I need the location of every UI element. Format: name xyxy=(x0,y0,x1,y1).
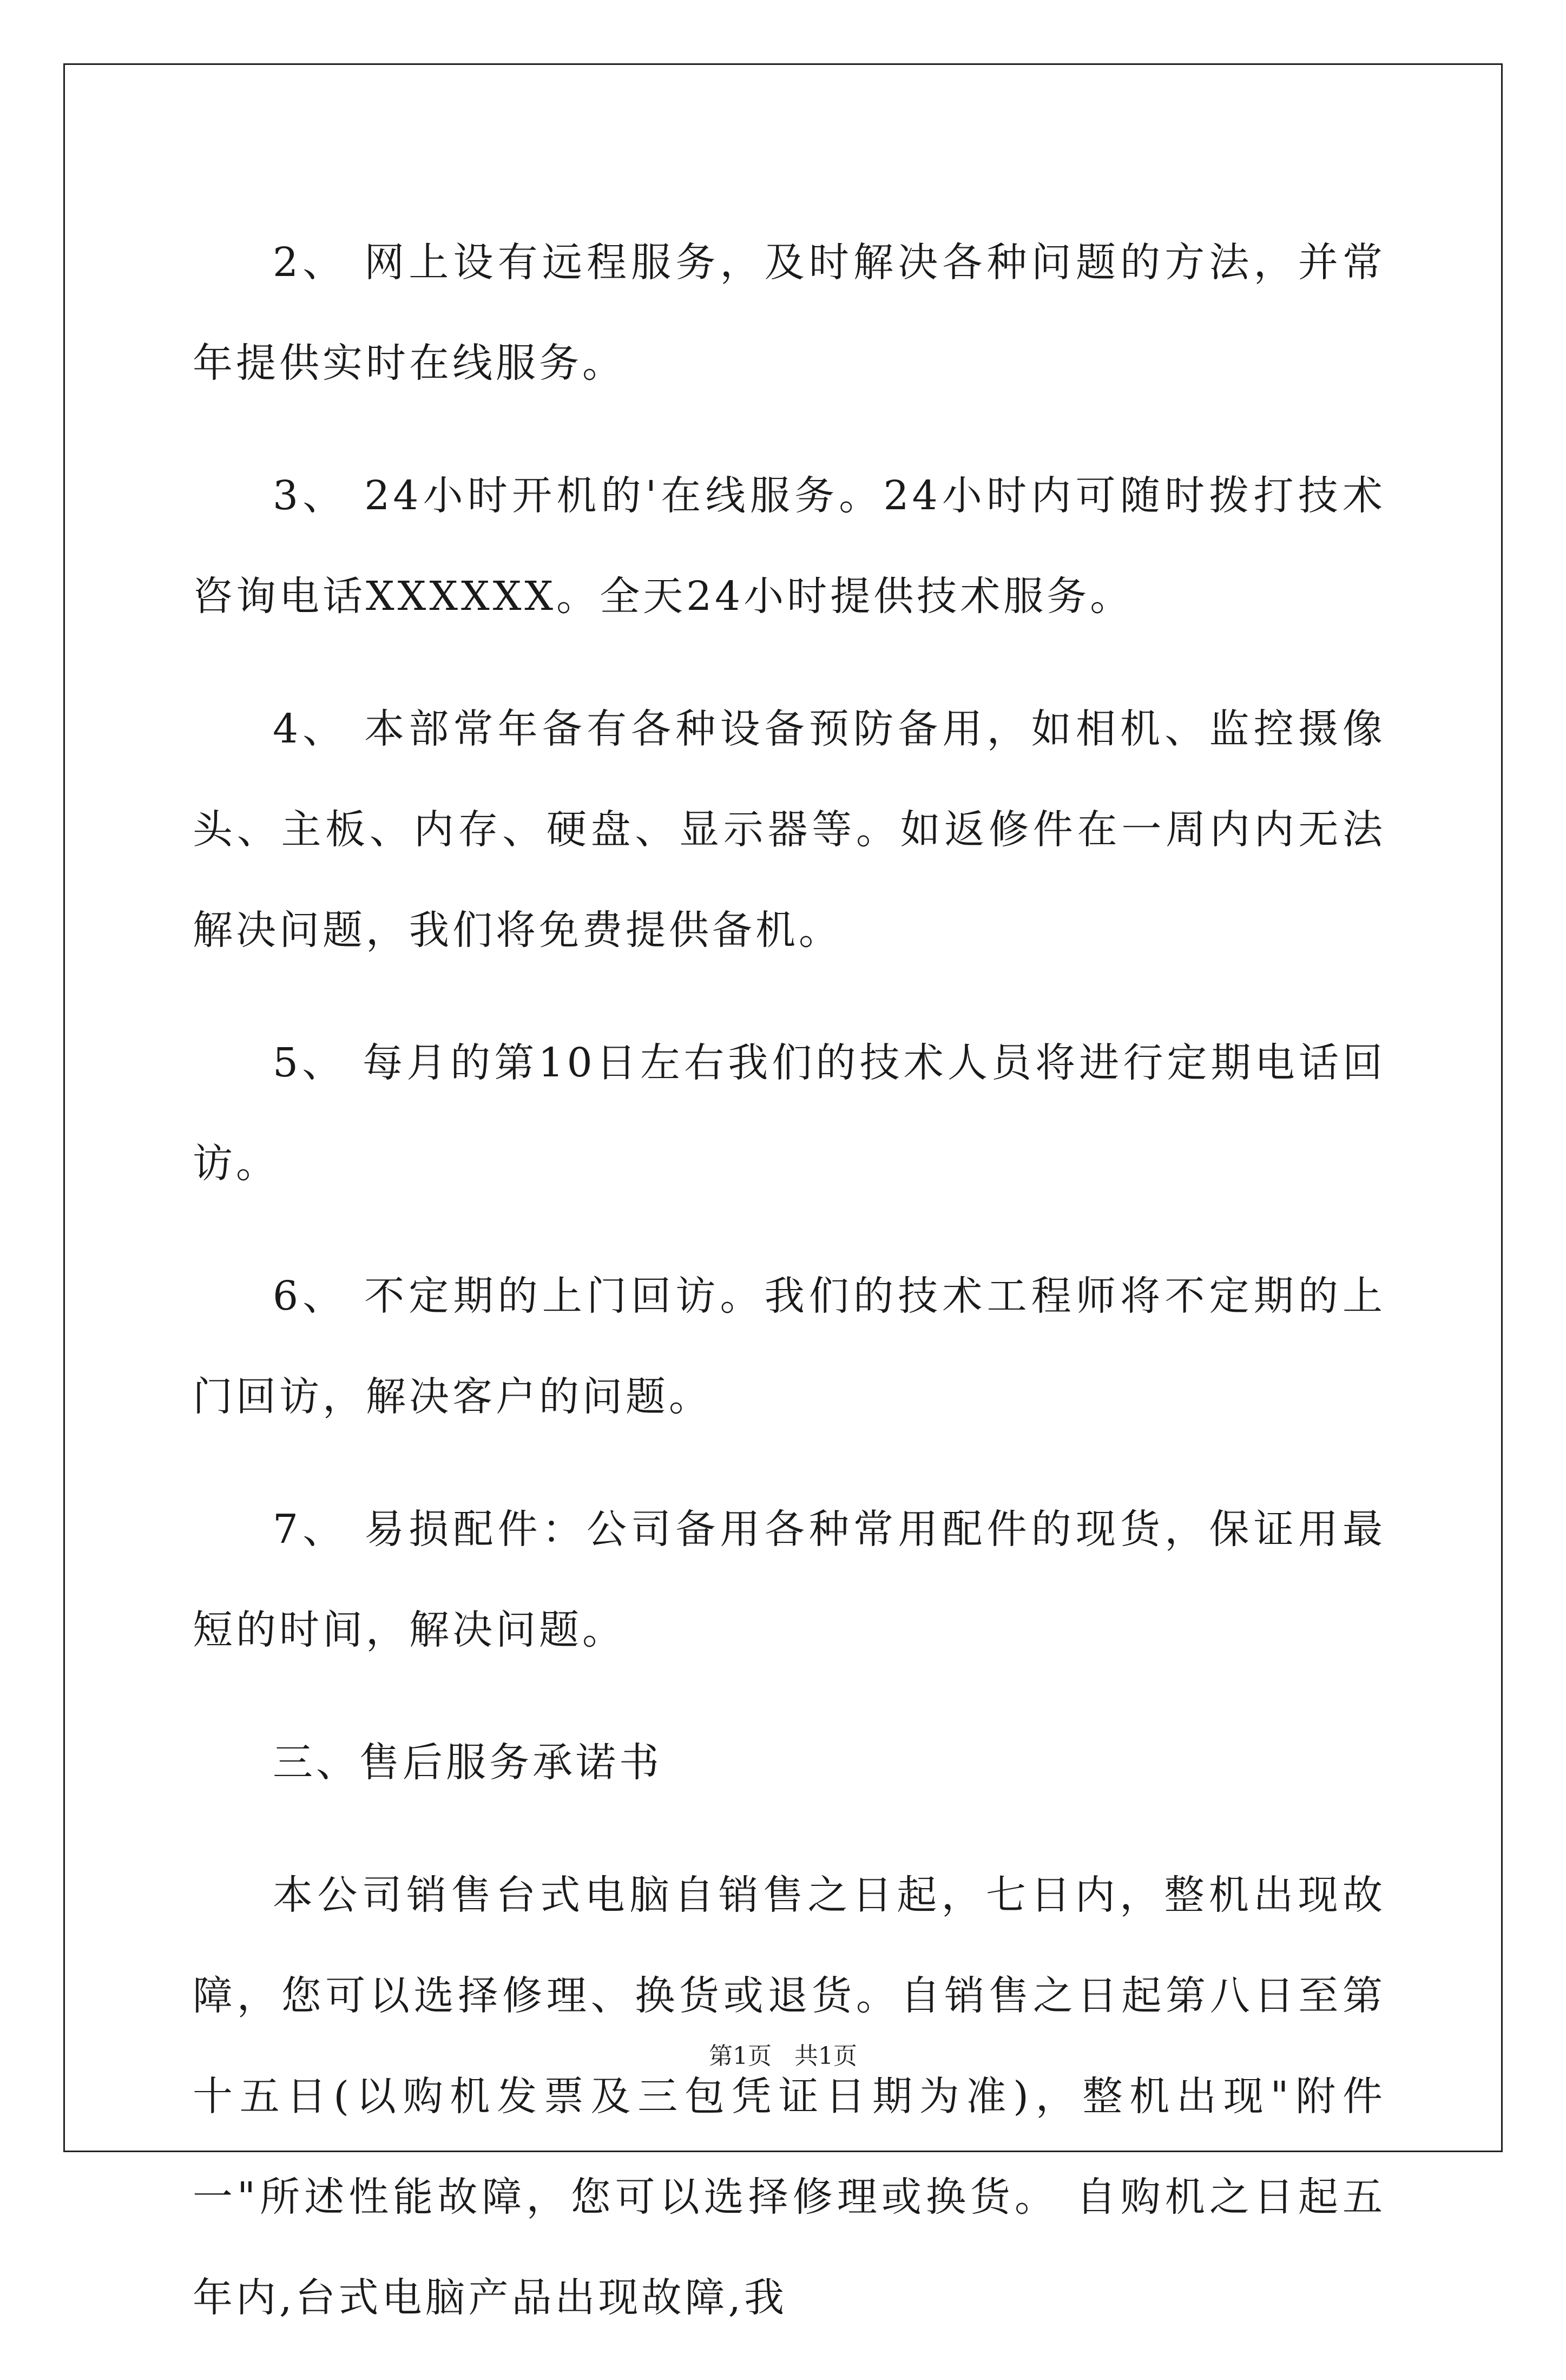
page-number: 第1页 xyxy=(709,2042,772,2070)
page-total: 共1页 xyxy=(794,2042,857,2070)
paragraph-item-2: 2、 网上设有远程服务，及时解决各种问题的方法，并常年提供实时在线服务。 xyxy=(193,239,1386,386)
page-footer xyxy=(0,2041,1566,2072)
paragraph-item-5: 5、 每月的第10日左右我们的技术人员将进行定期电话回访。 xyxy=(193,1040,1386,1187)
section-heading: 三、售后服务承诺书 xyxy=(273,1739,662,1786)
paragraph-item-3: 3、 24小时开机的'在线服务。24小时内可随时拨打技术咨询电话XXXXXX。全天24小时提供技术服务。 xyxy=(193,472,1386,620)
paragraph-item-6: 6、 不定期的上门回访。我们的技术工程师将不定期的上门回访，解决客户的问题。 xyxy=(193,1273,1386,1420)
commitment-paragraph: 本公司销售台式电脑自销售之日起，七日内，整机出现故障，您可以选择修理、换货或退货。自销售之日起第八日至第十五日(以购机发票及三包凭证日期为准)，整机出现"附件一"所述性能故障，您可以选择修理或换货。 自购机之日起五年内,台式电脑产品出现故障,我 xyxy=(193,1872,1386,2321)
footer-spacer xyxy=(772,2042,794,2070)
paragraph-item-4: 4、 本部常年备有各种设备预防备用，如相机、监控摄像头、主板、内存、硬盘、显示器等。如返修件在一周内内无法解决问题，我们将免费提供备机。 xyxy=(193,706,1386,954)
paragraph-item-7: 7、 易损配件：公司备用各种常用配件的现货，保证用最短的时间，解决问题。 xyxy=(193,1506,1386,1653)
